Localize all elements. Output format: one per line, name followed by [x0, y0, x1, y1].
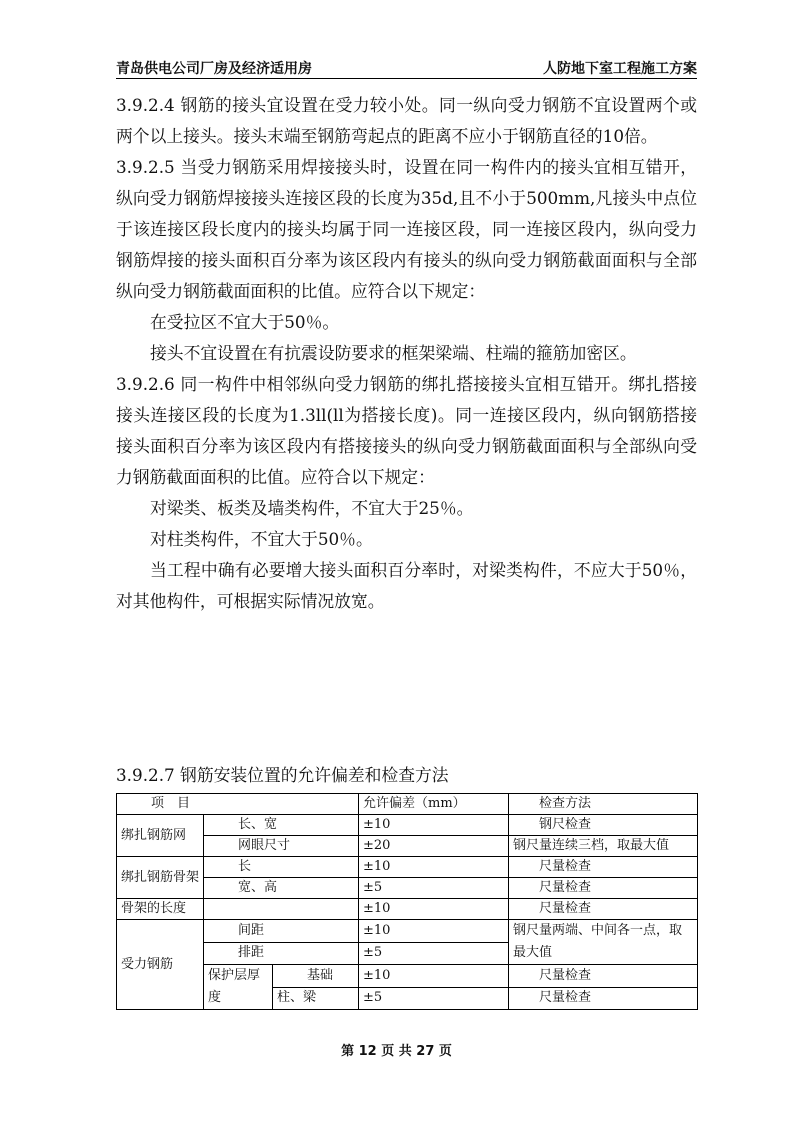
header-method: 检查方法	[509, 794, 698, 815]
cell-tolerance: ±5	[359, 942, 509, 965]
cell-method: 尺量检查	[509, 878, 698, 899]
table-row	[117, 836, 698, 857]
header-document-title: 人防地下室工程施工方案	[543, 61, 697, 77]
document-body	[116, 90, 697, 617]
cell-item: 间距	[204, 920, 359, 943]
cell-method: 尺量检查	[509, 965, 698, 988]
header-project-name: 青岛供电公司厂房及经济适用房	[116, 61, 312, 77]
table-row	[117, 965, 698, 988]
cell-method: 钢尺检查	[509, 815, 698, 836]
table-row	[117, 899, 698, 920]
table-header-row	[117, 794, 698, 815]
rule-column: 对柱类构件，不宜大于50％。	[150, 529, 373, 549]
clause-3-9-2-4: 3.9.2.4 钢筋的接头宜设置在受力较小处。同一纵向受力钢筋不宜设置两个或两个以上接头。接头末端至钢筋弯起点的距离不应小于钢筋直径的10倍。	[116, 95, 697, 146]
cell-tolerance: ±10	[359, 815, 509, 836]
cell-tolerance: ±10	[359, 965, 509, 988]
cell-tolerance: ±10	[359, 920, 509, 943]
rule-increase-ratio: 当工程中确有必要增大接头面积百分率时，对梁类构件，不应大于50％，对其他构件，可根据实际情况放宽。	[116, 560, 697, 611]
table-row	[117, 878, 698, 899]
cell-tolerance: ±10	[359, 899, 509, 920]
cell-item: 宽、高	[204, 878, 359, 899]
rule-beam-slab-wall: 对梁类、板类及墙类构件，不宜大于25％。	[150, 498, 474, 518]
clause-3-9-2-5: 3.9.2.5 当受力钢筋采用焊接接头时，设置在同一构件内的接头宜相互错开，纵向受力钢筋焊接接头连接区段的长度为35d,且不小于500mm,凡接头中点位于该连接区段长度内的接头均属于同一连接区段，同一连接区段内，纵向受力钢筋焊接的接头面积百分率为该区段内有接头的纵向受力钢筋截面面积与全部纵向受力钢筋截面面积的比值。应符合以下规定：	[116, 157, 697, 301]
cell-item: 网眼尺寸	[204, 836, 359, 857]
table-row	[117, 857, 698, 878]
tolerance-table	[116, 793, 698, 1010]
cell-cover-thickness: 保护层厚度	[204, 965, 273, 1010]
cell-tolerance: ±20	[359, 836, 509, 857]
cell-tolerance: ±5	[359, 878, 509, 899]
cell-item: 长、宽	[204, 815, 359, 836]
page-header	[116, 56, 697, 79]
cell-item: 柱、梁	[273, 987, 359, 1010]
rule-seismic-zone: 接头不宜设置在有抗震设防要求的框架梁端、柱端的箍筋加密区。	[150, 343, 637, 363]
cell-tolerance: ±5	[359, 987, 509, 1010]
cell-method: 尺量检查	[509, 987, 698, 1010]
cell-method: 钢尺量两端、中间各一点，取最大值	[509, 920, 698, 965]
page-number: 第 12 页 共 27 页	[341, 1044, 452, 1059]
cell-item: 长	[204, 857, 359, 878]
group-bars: 受力钢筋	[117, 920, 204, 1010]
cell-item: 基础	[273, 965, 359, 988]
table-row	[117, 920, 698, 943]
cell-item: 排距	[204, 942, 359, 965]
cell-method: 钢尺量连续三档，取最大值	[509, 836, 698, 857]
cell-empty	[204, 899, 359, 920]
table-row	[117, 815, 698, 836]
clause-3-9-2-6: 3.9.2.6 同一构件中相邻纵向受力钢筋的绑扎搭接接头宜相互错开。绑扎搭接接头连接区段的长度为1.3ll(ll为搭接长度)。同一连接区段内，纵向钢筋搭接接头面积百分率为该区段内有搭接接头的纵向受力钢筋截面面积与全部纵向受力钢筋截面面积的比值。应符合以下规定：	[116, 374, 697, 487]
group-cage: 绑扎钢筋骨架	[117, 857, 204, 899]
cell-tolerance: ±10	[359, 857, 509, 878]
table-caption: 3.9.2.7 钢筋安装位置的允许偏差和检查方法	[116, 765, 449, 785]
cell-item: 骨架的长度	[117, 899, 204, 920]
rule-tension-zone: 在受拉区不宜大于50％。	[150, 312, 340, 332]
cell-method: 尺量检查	[509, 857, 698, 878]
cell-method: 尺量检查	[509, 899, 698, 920]
group-mesh: 绑扎钢筋网	[117, 815, 204, 857]
header-item: 项 目	[117, 794, 359, 815]
header-tolerance: 允许偏差（mm）	[359, 794, 509, 815]
